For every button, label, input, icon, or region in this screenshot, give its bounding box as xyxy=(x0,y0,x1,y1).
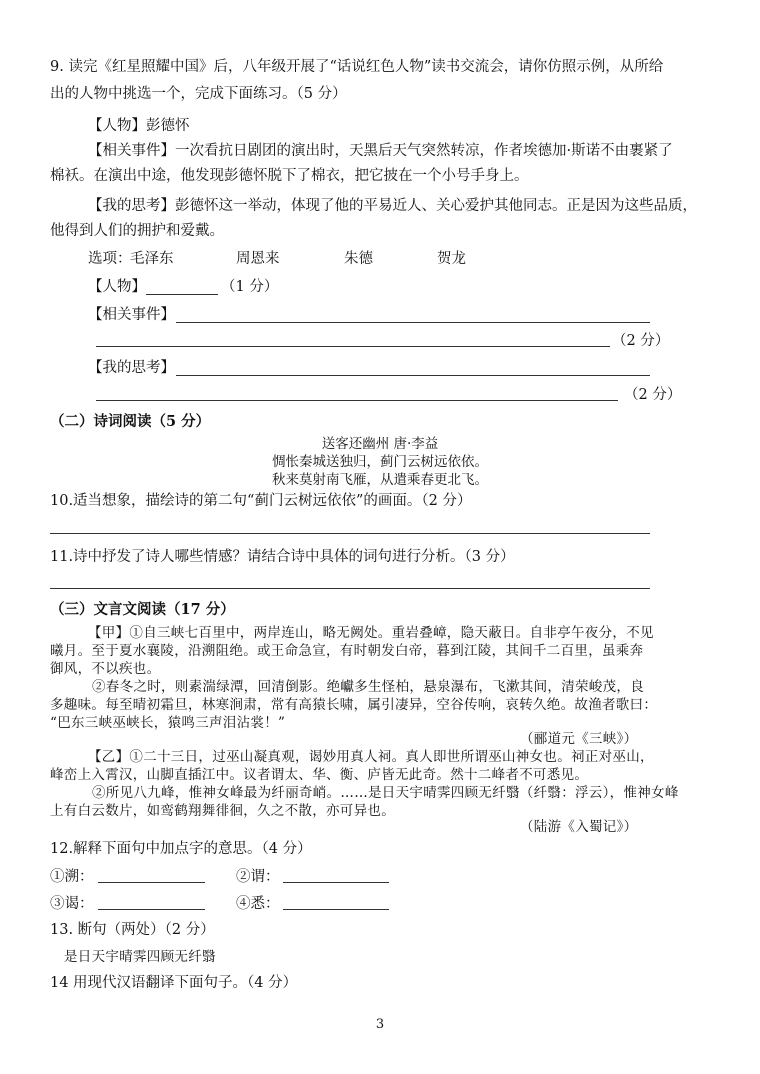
yi-line-4: 上有白云数片，如鸾鹤翔舞徘徊，久之不散，亦可异也。 xyxy=(50,803,395,819)
q9-fill-event-label: 【相关事件】 xyxy=(88,307,175,323)
jia-line-2: 曦月。至于夏水襄陵，沿溯阻绝。或王命急宣，有时朝发白帝，暮到江陵，其间千二百里，虽乘奔 xyxy=(50,643,644,659)
q9-fill-person-score: （1 分） xyxy=(221,279,279,295)
q9-fill-person-blank[interactable] xyxy=(146,294,218,295)
q11-answer-line[interactable] xyxy=(50,588,650,589)
q11-text: 11.诗中抒发了诗人哪些情感？请结合诗中具体的词句进行分析。（3 分） xyxy=(50,549,515,565)
jia-line-4: ②春冬之时，则素湍绿潭，回清倒影。绝巘多生怪柏，悬泉瀑布，飞漱其间，清荣峻茂，良 xyxy=(92,679,644,695)
q9-fill-think-blank-2[interactable] xyxy=(96,400,618,401)
q9-option-4: 贺龙 xyxy=(437,251,466,267)
yi-line-1: 【乙】①二十三日，过巫山凝真观，谒妙用真人祠。真人即世所谓巫山神女也。祠正对巫山， xyxy=(88,749,654,765)
q14-text: 14 用现代汉语翻译下面句子。（4 分） xyxy=(50,975,298,991)
q12-blank-4[interactable] xyxy=(283,909,389,910)
q12-item-2: ②谓： xyxy=(236,869,280,885)
poem-line-2: 秋来莫射南飞雁，从遣乘春更北飞。 xyxy=(272,472,488,488)
q12-text: 12.解释下面句中加点字的意思。（4 分） xyxy=(50,841,312,857)
q9-fill-think-label: 【我的思考】 xyxy=(88,360,175,376)
q9-example-think-line1: 【我的思考】彭德怀这一举动，体现了他的平易近人、关心爱护其他同志。正是因为这些品质， xyxy=(88,198,697,214)
q9-line1: 9. 读完《红星照耀中国》后，八年级开展了“话说红色人物”读书交流会，请你仿照示例，从所给 xyxy=(50,59,664,75)
q9-option-3: 朱德 xyxy=(344,251,373,267)
q13-sentence: 是日天宇晴霁四顾无纤翳 xyxy=(64,949,216,965)
jia-line-5: 多趣味。每至晴初霜旦，林寒涧肃，常有高猿长啸，属引凄异，空谷传响，哀转久绝。故渔者歌曰： xyxy=(50,697,658,713)
q12-item-4: ④悉： xyxy=(236,896,280,912)
q12-blank-2[interactable] xyxy=(283,882,389,883)
q9-fill-event-blank-1[interactable] xyxy=(176,322,650,323)
q12-blank-3[interactable] xyxy=(98,909,205,910)
q12-item-1: ①溯： xyxy=(50,869,94,885)
jia-line-1: 【甲】①自三峡七百里中，两岸连山，略无阙处。重岩叠嶂，隐天蔽日。自非亭午夜分，不见 xyxy=(88,625,654,641)
q9-option-2: 周恩来 xyxy=(236,251,280,267)
yi-source: （陆游《入蜀记》） xyxy=(520,819,638,835)
q9-example-event-line2: 棉袄。在演出中途，他发现彭德怀脱下了棉衣，把它披在一个小号手身上。 xyxy=(50,168,529,184)
jia-line-3: 御风，不以疾也。 xyxy=(50,661,161,677)
q9-fill-event-blank-2[interactable] xyxy=(96,346,610,347)
yi-line-2: 峰峦上入霄汉，山脚直插江中。议者谓太、华、衡、庐皆无此奇。然十二峰者不可悉见。 xyxy=(50,767,589,783)
poem-title: 送客还幽州 唐·李益 xyxy=(321,436,439,452)
q9-example-think-line2: 他得到人们的拥护和爱戴。 xyxy=(50,223,224,239)
q10-text: 10.适当想象，描绘诗的第二句“蓟门云树远依依”的画面。（2 分） xyxy=(50,493,472,509)
yi-line-3: ②所见八九峰，惟神女峰最为纤丽奇峭。……是日天宇晴霁四顾无纤翳（纤翳：浮云），惟神女峰 xyxy=(92,785,679,801)
classical-heading: （三）文言文阅读（17 分） xyxy=(50,601,235,618)
page-number: 3 xyxy=(375,1017,385,1032)
q9-example-person: 【人物】彭德怀 xyxy=(88,118,190,134)
q9-fill-think-score: （2 分） xyxy=(624,387,682,403)
jia-line-6: “巴东三峡巫峡长，猿鸣三声泪沾裳！” xyxy=(50,715,286,731)
poetry-heading: （二）诗词阅读（5 分） xyxy=(50,413,211,430)
q9-options-label: 选项： xyxy=(88,251,132,267)
q12-blank-1[interactable] xyxy=(98,882,205,883)
poem-line-1: 惆怅秦城送独归，蓟门云树远依依。 xyxy=(272,454,488,470)
q9-fill-think-blank-1[interactable] xyxy=(176,375,650,376)
q9-fill-event-score: （2 分） xyxy=(612,333,670,349)
q10-answer-line[interactable] xyxy=(50,533,650,534)
q12-item-3: ③谒： xyxy=(50,896,94,912)
q9-fill-person-label: 【人物】 xyxy=(88,279,146,295)
q9-example-event-line1: 【相关事件】一次看抗日剧团的演出时，天黑后天气突然转凉，作者埃德加·斯诺不由裹紧了 xyxy=(88,143,673,159)
jia-source: （郦道元《三峡》） xyxy=(520,731,638,747)
q9-line2: 出的人物中挑选一个，完成下面练习。（5 分） xyxy=(50,86,347,102)
q13-text: 13. 断句（两处）（2 分） xyxy=(50,922,215,938)
q9-option-1: 毛泽东 xyxy=(130,251,174,267)
